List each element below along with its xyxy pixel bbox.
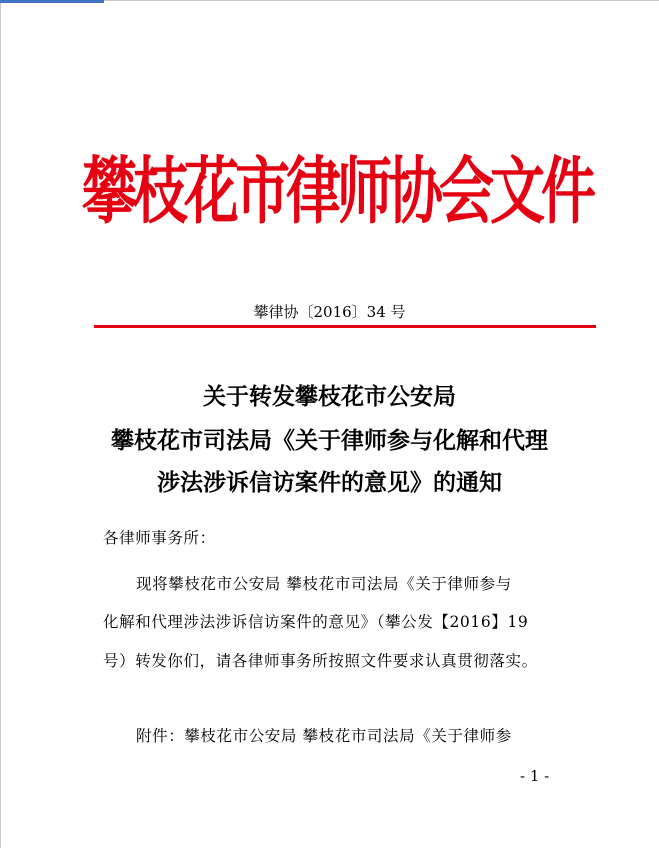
red-divider-line	[94, 325, 596, 328]
notice-title-line-1: 关于转发攀枝花市公安局	[203, 383, 456, 410]
attachment-line: 附件：攀枝花市公安局 攀枝花市司法局《关于律师参	[136, 727, 512, 745]
paragraph-line-2: 化解和代理涉法涉诉信访案件的意见》（攀公发【2016】19	[103, 613, 529, 631]
page-border-left	[0, 0, 1, 848]
window-accent-bar	[0, 0, 104, 3]
paragraph-line-3: 号）转发你们，请各律师事务所按照文件要求认真贯彻落实。	[103, 652, 538, 670]
notice-title-line-2: 攀枝花市司法局《关于律师参与化解和代理	[111, 427, 548, 454]
letterhead-title: 攀枝花市律师协会文件	[82, 147, 593, 234]
salutation: 各律师事务所：	[103, 529, 216, 547]
page-number: - 1 -	[520, 767, 550, 785]
document-number: 攀律协〔2016〕34 号	[253, 303, 406, 321]
notice-title-line-3: 涉法涉诉信访案件的意见》的通知	[157, 469, 502, 496]
paragraph-line-1: 现将攀枝花市公安局 攀枝花市司法局《关于律师参与	[136, 575, 512, 593]
